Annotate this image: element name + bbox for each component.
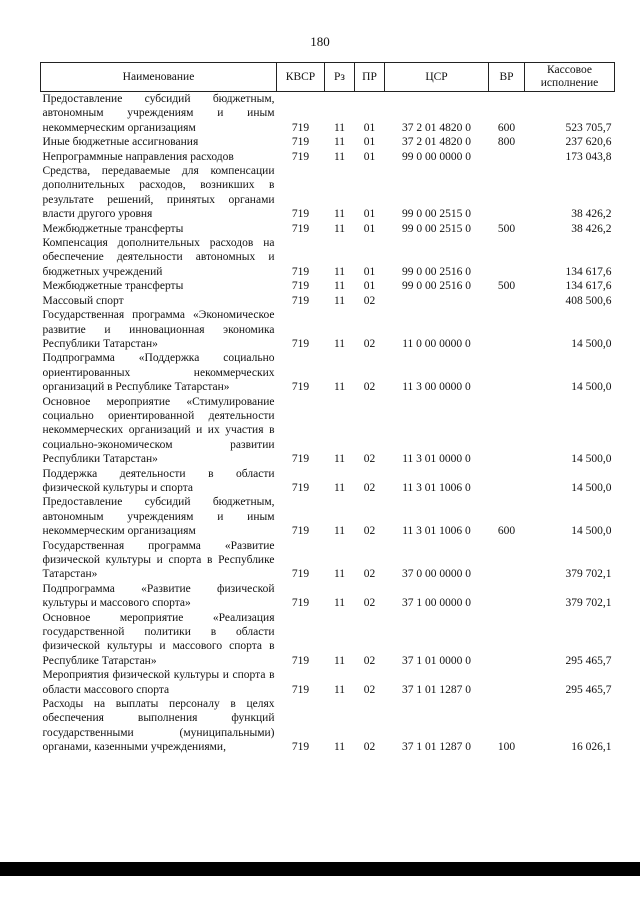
row-name: Предоставление субсидий бюджетным, автономным учреждениям и иным некоммерческим организациям bbox=[42, 496, 275, 538]
row-kvsr: 719 bbox=[291, 208, 310, 221]
row-rz: 11 bbox=[333, 208, 346, 221]
row-vr: 800 bbox=[497, 136, 516, 149]
row-csr: 37 1 01 0000 0 bbox=[402, 654, 471, 667]
row-amount: 38 426,2 bbox=[571, 208, 612, 221]
row-name: Предоставление субсидий бюджетным, автономным учреждениям и иным некоммерческим организациям bbox=[42, 93, 275, 134]
row-csr: 37 1 01 1287 0 bbox=[402, 683, 471, 696]
row-kvsr: 719 bbox=[291, 265, 310, 278]
row-rz: 11 bbox=[333, 525, 346, 538]
table-row bbox=[41, 150, 615, 164]
row-rz: 11 bbox=[333, 121, 346, 134]
row-amount: 14 500,0 bbox=[571, 381, 612, 394]
row-vr bbox=[489, 308, 525, 351]
row-amount: 14 500,0 bbox=[571, 525, 612, 538]
row-csr: 11 3 00 0000 0 bbox=[402, 381, 471, 394]
row-amount: 14 500,0 bbox=[571, 481, 612, 494]
row-pr: 02 bbox=[363, 481, 376, 494]
header-rz: Рз bbox=[325, 63, 355, 92]
row-pr: 01 bbox=[363, 150, 376, 163]
row-vr: 500 bbox=[497, 280, 516, 293]
row-pr: 01 bbox=[363, 136, 376, 149]
table-body bbox=[41, 92, 615, 755]
row-csr: 37 1 00 0000 0 bbox=[402, 597, 471, 610]
row-kvsr: 719 bbox=[291, 222, 310, 235]
row-rz: 11 bbox=[333, 265, 346, 278]
table-row bbox=[41, 668, 615, 697]
row-pr: 02 bbox=[363, 381, 376, 394]
row-pr: 02 bbox=[363, 597, 376, 610]
row-vr bbox=[489, 294, 525, 308]
row-pr: 01 bbox=[363, 121, 376, 134]
row-csr: 99 0 00 2515 0 bbox=[402, 208, 471, 221]
row-name: Поддержка деятельности в области физической культуры и спорта bbox=[42, 467, 275, 494]
row-pr: 01 bbox=[363, 280, 376, 293]
table-row bbox=[41, 539, 615, 582]
row-kvsr: 719 bbox=[291, 294, 310, 307]
row-rz: 11 bbox=[333, 280, 346, 293]
table-row bbox=[41, 467, 615, 496]
row-pr: 01 bbox=[363, 222, 376, 235]
row-vr bbox=[489, 668, 525, 697]
page-number: 180 bbox=[310, 34, 330, 49]
row-vr bbox=[489, 150, 525, 164]
table-row bbox=[41, 222, 615, 236]
row-rz: 11 bbox=[333, 381, 346, 394]
row-amount: 173 043,8 bbox=[565, 150, 612, 163]
row-name: Основное мероприятие «Реализация государственной политики в области физической культуры и массового спорта в Республике Татарстан» bbox=[42, 611, 275, 667]
row-amount: 14 500,0 bbox=[571, 453, 612, 466]
row-pr: 02 bbox=[363, 453, 376, 466]
header-kvsr: КВСР bbox=[277, 63, 325, 92]
row-amount: 379 702,1 bbox=[565, 597, 612, 610]
row-pr: 02 bbox=[363, 294, 376, 307]
row-name: Средства, передаваемые для компенсации дополнительных расходов, возникших в результате решений, принятых органами власти другого уровня bbox=[42, 165, 275, 221]
row-kvsr: 719 bbox=[291, 481, 310, 494]
row-name: Подпрограмма «Поддержка социально ориентированных некоммерческих организаций в Республике Татарстан» bbox=[42, 352, 275, 394]
row-rz: 11 bbox=[333, 481, 346, 494]
row-kvsr: 719 bbox=[291, 525, 310, 538]
row-rz: 11 bbox=[333, 453, 346, 466]
row-kvsr: 719 bbox=[291, 568, 310, 581]
row-amount: 408 500,6 bbox=[565, 294, 612, 307]
table-row bbox=[41, 294, 615, 308]
row-csr: 99 0 00 2516 0 bbox=[402, 280, 471, 293]
row-csr bbox=[385, 294, 489, 308]
row-vr: 500 bbox=[497, 222, 516, 235]
row-name: Массовый спорт bbox=[42, 294, 124, 307]
table-row bbox=[41, 236, 615, 279]
table-row bbox=[41, 308, 615, 351]
row-vr bbox=[489, 539, 525, 582]
row-rz: 11 bbox=[333, 294, 346, 307]
row-name: Мероприятия физической культуры и спорта в области массового спорта bbox=[42, 669, 275, 696]
row-vr bbox=[489, 467, 525, 496]
row-name: Компенсация дополнительных расходов на обеспечение деятельности автономных и бюджетных учреждений bbox=[42, 237, 275, 278]
row-vr bbox=[489, 351, 525, 394]
row-csr: 37 1 01 1287 0 bbox=[402, 741, 471, 754]
row-name: Непрограммные направления расходов bbox=[42, 150, 234, 163]
row-csr: 11 3 01 1006 0 bbox=[402, 525, 471, 538]
row-amount: 379 702,1 bbox=[565, 568, 612, 581]
table-row bbox=[41, 697, 615, 755]
row-kvsr: 719 bbox=[291, 453, 310, 466]
row-kvsr: 719 bbox=[291, 597, 310, 610]
row-vr bbox=[489, 164, 525, 222]
row-kvsr: 719 bbox=[291, 150, 310, 163]
row-amount: 523 705,7 bbox=[565, 121, 612, 134]
row-csr: 11 3 01 0000 0 bbox=[402, 453, 471, 466]
table-row bbox=[41, 92, 615, 136]
header-csr: ЦСР bbox=[385, 63, 489, 92]
row-name: Государственная программа «Развитие физической культуры и спорта в Республике Татарстан» bbox=[42, 539, 275, 581]
row-rz: 11 bbox=[333, 741, 346, 754]
row-amount: 295 465,7 bbox=[565, 654, 612, 667]
table-row bbox=[41, 495, 615, 538]
row-kvsr: 719 bbox=[291, 337, 310, 350]
row-csr: 37 2 01 4820 0 bbox=[402, 136, 471, 149]
row-kvsr: 719 bbox=[291, 280, 310, 293]
row-name: Расходы на выплаты персоналу в целях обеспечения выполнения функций государственными (муниципальными) органами, казенными учреждениями, bbox=[42, 698, 275, 754]
header-pr: ПР bbox=[355, 63, 385, 92]
row-amount: 16 026,1 bbox=[571, 741, 612, 754]
row-name: Межбюджетные трансферты bbox=[42, 280, 184, 293]
row-vr bbox=[489, 395, 525, 467]
scan-edge-band bbox=[0, 862, 640, 876]
header-name: Наименование bbox=[41, 63, 277, 92]
row-pr: 02 bbox=[363, 525, 376, 538]
row-vr bbox=[489, 236, 525, 279]
row-name: Государственная программа «Экономическое развитие и инновационная экономика Республики Татарстан» bbox=[42, 309, 275, 350]
row-kvsr: 719 bbox=[291, 741, 310, 754]
row-rz: 11 bbox=[333, 597, 346, 610]
table-row bbox=[41, 611, 615, 669]
table-row bbox=[41, 351, 615, 394]
row-rz: 11 bbox=[333, 654, 346, 667]
row-vr: 100 bbox=[497, 741, 516, 754]
row-name: Подпрограмма «Развитие физической культуры и массового спорта» bbox=[42, 582, 275, 610]
row-name: Основное мероприятие «Стимулирование социально ориентированной деятельности некоммерческих организаций и их участия в социально-экономическом развитии Республики Татарстан» bbox=[42, 395, 275, 466]
table-row bbox=[41, 164, 615, 222]
table-row bbox=[41, 582, 615, 611]
row-amount: 134 617,6 bbox=[565, 280, 612, 293]
budget-execution-table bbox=[40, 62, 615, 755]
row-rz: 11 bbox=[333, 150, 346, 163]
row-csr: 11 0 00 0000 0 bbox=[402, 337, 471, 350]
row-vr bbox=[489, 582, 525, 611]
header-vr: ВР bbox=[489, 63, 525, 92]
row-pr: 01 bbox=[363, 208, 376, 221]
row-csr: 99 0 00 0000 0 bbox=[402, 150, 471, 163]
row-csr: 99 0 00 2516 0 bbox=[402, 265, 471, 278]
row-amount: 134 617,6 bbox=[565, 265, 612, 278]
row-rz: 11 bbox=[333, 568, 346, 581]
row-rz: 11 bbox=[333, 222, 346, 235]
row-rz: 11 bbox=[333, 136, 346, 149]
row-amount: 38 426,2 bbox=[571, 222, 612, 235]
row-pr: 01 bbox=[363, 265, 376, 278]
row-amount: 295 465,7 bbox=[565, 683, 612, 696]
row-vr bbox=[489, 611, 525, 669]
row-vr: 600 bbox=[497, 525, 516, 538]
row-pr: 02 bbox=[363, 337, 376, 350]
table-row bbox=[41, 135, 615, 149]
header-amount: Кассовое исполнение bbox=[525, 63, 615, 92]
row-name: Межбюджетные трансферты bbox=[42, 222, 184, 235]
row-csr: 99 0 00 2515 0 bbox=[402, 222, 471, 235]
row-kvsr: 719 bbox=[291, 683, 310, 696]
row-kvsr: 719 bbox=[291, 121, 310, 134]
row-rz: 11 bbox=[333, 337, 346, 350]
table-row bbox=[41, 395, 615, 467]
row-kvsr: 719 bbox=[291, 381, 310, 394]
row-pr: 02 bbox=[363, 568, 376, 581]
row-csr: 37 2 01 4820 0 bbox=[402, 121, 471, 134]
row-kvsr: 719 bbox=[291, 654, 310, 667]
row-kvsr: 719 bbox=[291, 136, 310, 149]
row-pr: 02 bbox=[363, 741, 376, 754]
row-pr: 02 bbox=[363, 654, 376, 667]
table-row bbox=[41, 279, 615, 293]
row-amount: 14 500,0 bbox=[571, 337, 612, 350]
row-name: Иные бюджетные ассигнования bbox=[42, 136, 199, 149]
row-amount: 237 620,6 bbox=[565, 136, 612, 149]
row-csr: 37 0 00 0000 0 bbox=[402, 568, 471, 581]
table-header-row bbox=[41, 63, 615, 92]
row-pr: 02 bbox=[363, 683, 376, 696]
row-rz: 11 bbox=[333, 683, 346, 696]
row-vr: 600 bbox=[497, 121, 516, 134]
row-csr: 11 3 01 1006 0 bbox=[402, 481, 471, 494]
